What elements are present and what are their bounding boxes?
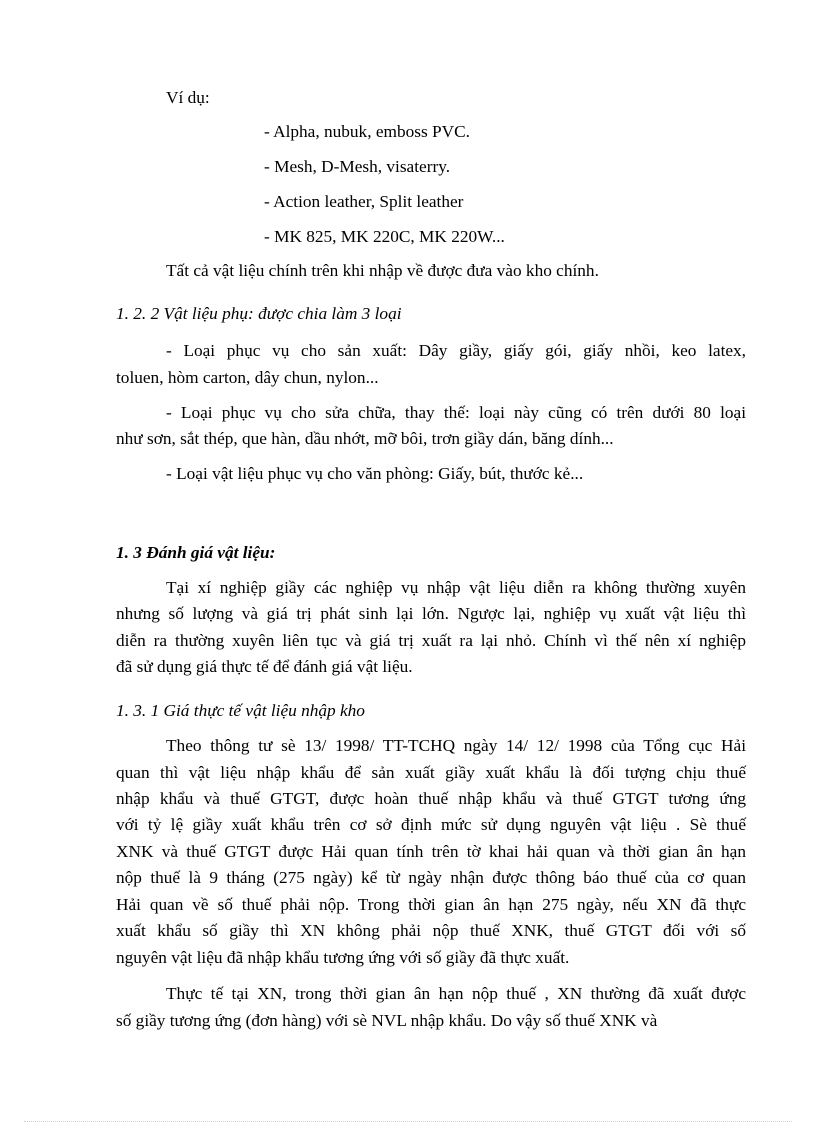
paragraph-line: xuất khẩu số giầy thì XN không phải nộp thuế XNK, thuế GTGT đối với số [116, 921, 746, 940]
paragraph-line: diễn ra thường xuyên liên tục và giá trị xuất ra lại nhỏ. Chính vì thế nên xí nghiệp [116, 631, 746, 650]
paragraph-line: số giầy tương ứng (đơn hàng) với sè NVL nhập khẩu. Do vậy số thuế XNK và [116, 1011, 658, 1030]
example-item: - Action leather, Split leather [264, 192, 464, 211]
example-label: Ví dụ: [166, 88, 210, 107]
paragraph-line: như sơn, sắt thép, que hàn, dầu nhớt, mỡ bôi, trơn giầy dán, băng dính... [116, 429, 614, 448]
paragraph-line: toluen, hòm carton, dây chun, nylon... [116, 368, 379, 387]
paragraph-line: nguyên vật liệu đã nhập khẩu tương ứng với số giầy đã thực xuất. [116, 948, 570, 967]
example-summary: Tất cả vật liệu chính trên khi nhập về được đưa vào kho chính. [166, 261, 599, 280]
section-heading-1-2-2: 1. 2. 2 Vật liệu phụ: được chia làm 3 loại [116, 304, 402, 323]
example-item: - MK 825, MK 220C, MK 220W... [264, 227, 505, 246]
paragraph-line: - Loại phục vụ cho sửa chữa, thay thế: loại này cũng có trên dưới 80 loại [166, 403, 746, 422]
paragraph-line: đã sử dụng giá thực tế để đánh giá vật liệu. [116, 657, 413, 676]
paragraph-line: quan thì vật liệu nhập khẩu để sản xuất giầy xuất khẩu là đối tượng chịu thuế [116, 763, 746, 782]
paragraph-line: với tỷ lệ giầy xuất khẩu trên cơ sở định mức sử dụng nguyên vật liệu . Sè thuế [116, 815, 746, 834]
paragraph-line: - Loại phục vụ cho sản xuất: Dây giầy, giấy gói, giấy nhồi, keo latex, [166, 341, 746, 360]
paragraph-line: - Loại vật liệu phục vụ cho văn phòng: Giấy, bút, thước kẻ... [166, 464, 584, 483]
paragraph-line: nộp thuế là 9 tháng (275 ngày) kể từ ngày nhận được thông báo thuế của cơ quan [116, 868, 746, 887]
section-heading-1-3: 1. 3 Đánh giá vật liệu: [116, 543, 276, 562]
example-item: - Alpha, nubuk, emboss PVC. [264, 122, 470, 141]
paragraph-line: Theo thông tư sè 13/ 1998/ TT-TCHQ ngày 14/ 12/ 1998 của Tổng cục Hải [166, 736, 746, 755]
paragraph-line: nhập khẩu và thuế GTGT, được hoàn thuế nhập khẩu và thuế GTGT tương ứng [116, 789, 746, 808]
section-heading-1-3-1: 1. 3. 1 Giá thực tế vật liệu nhập kho [116, 701, 365, 720]
paragraph-line: Tại xí nghiệp giầy các nghiệp vụ nhập vật liệu diễn ra không thường xuyên [166, 578, 746, 597]
paragraph-line: Hải quan về số thuế phải nộp. Trong thời gian ân hạn 275 ngày, nếu XN đã thực [116, 895, 746, 914]
page-bottom-rule [24, 1121, 792, 1122]
paragraph-line: Thực tế tại XN, trong thời gian ân hạn nộp thuế , XN thường đã xuất được [166, 984, 746, 1003]
paragraph-line: XNK và thuế GTGT được Hải quan tính trên tờ khai hải quan và thời gian ân hạn [116, 842, 746, 861]
paragraph-line: nhưng số lượng và giá trị phát sinh lại lớn. Ngược lại, nghiệp vụ xuất vật liệu thì [116, 604, 746, 623]
example-item: - Mesh, D-Mesh, visaterry. [264, 157, 451, 176]
